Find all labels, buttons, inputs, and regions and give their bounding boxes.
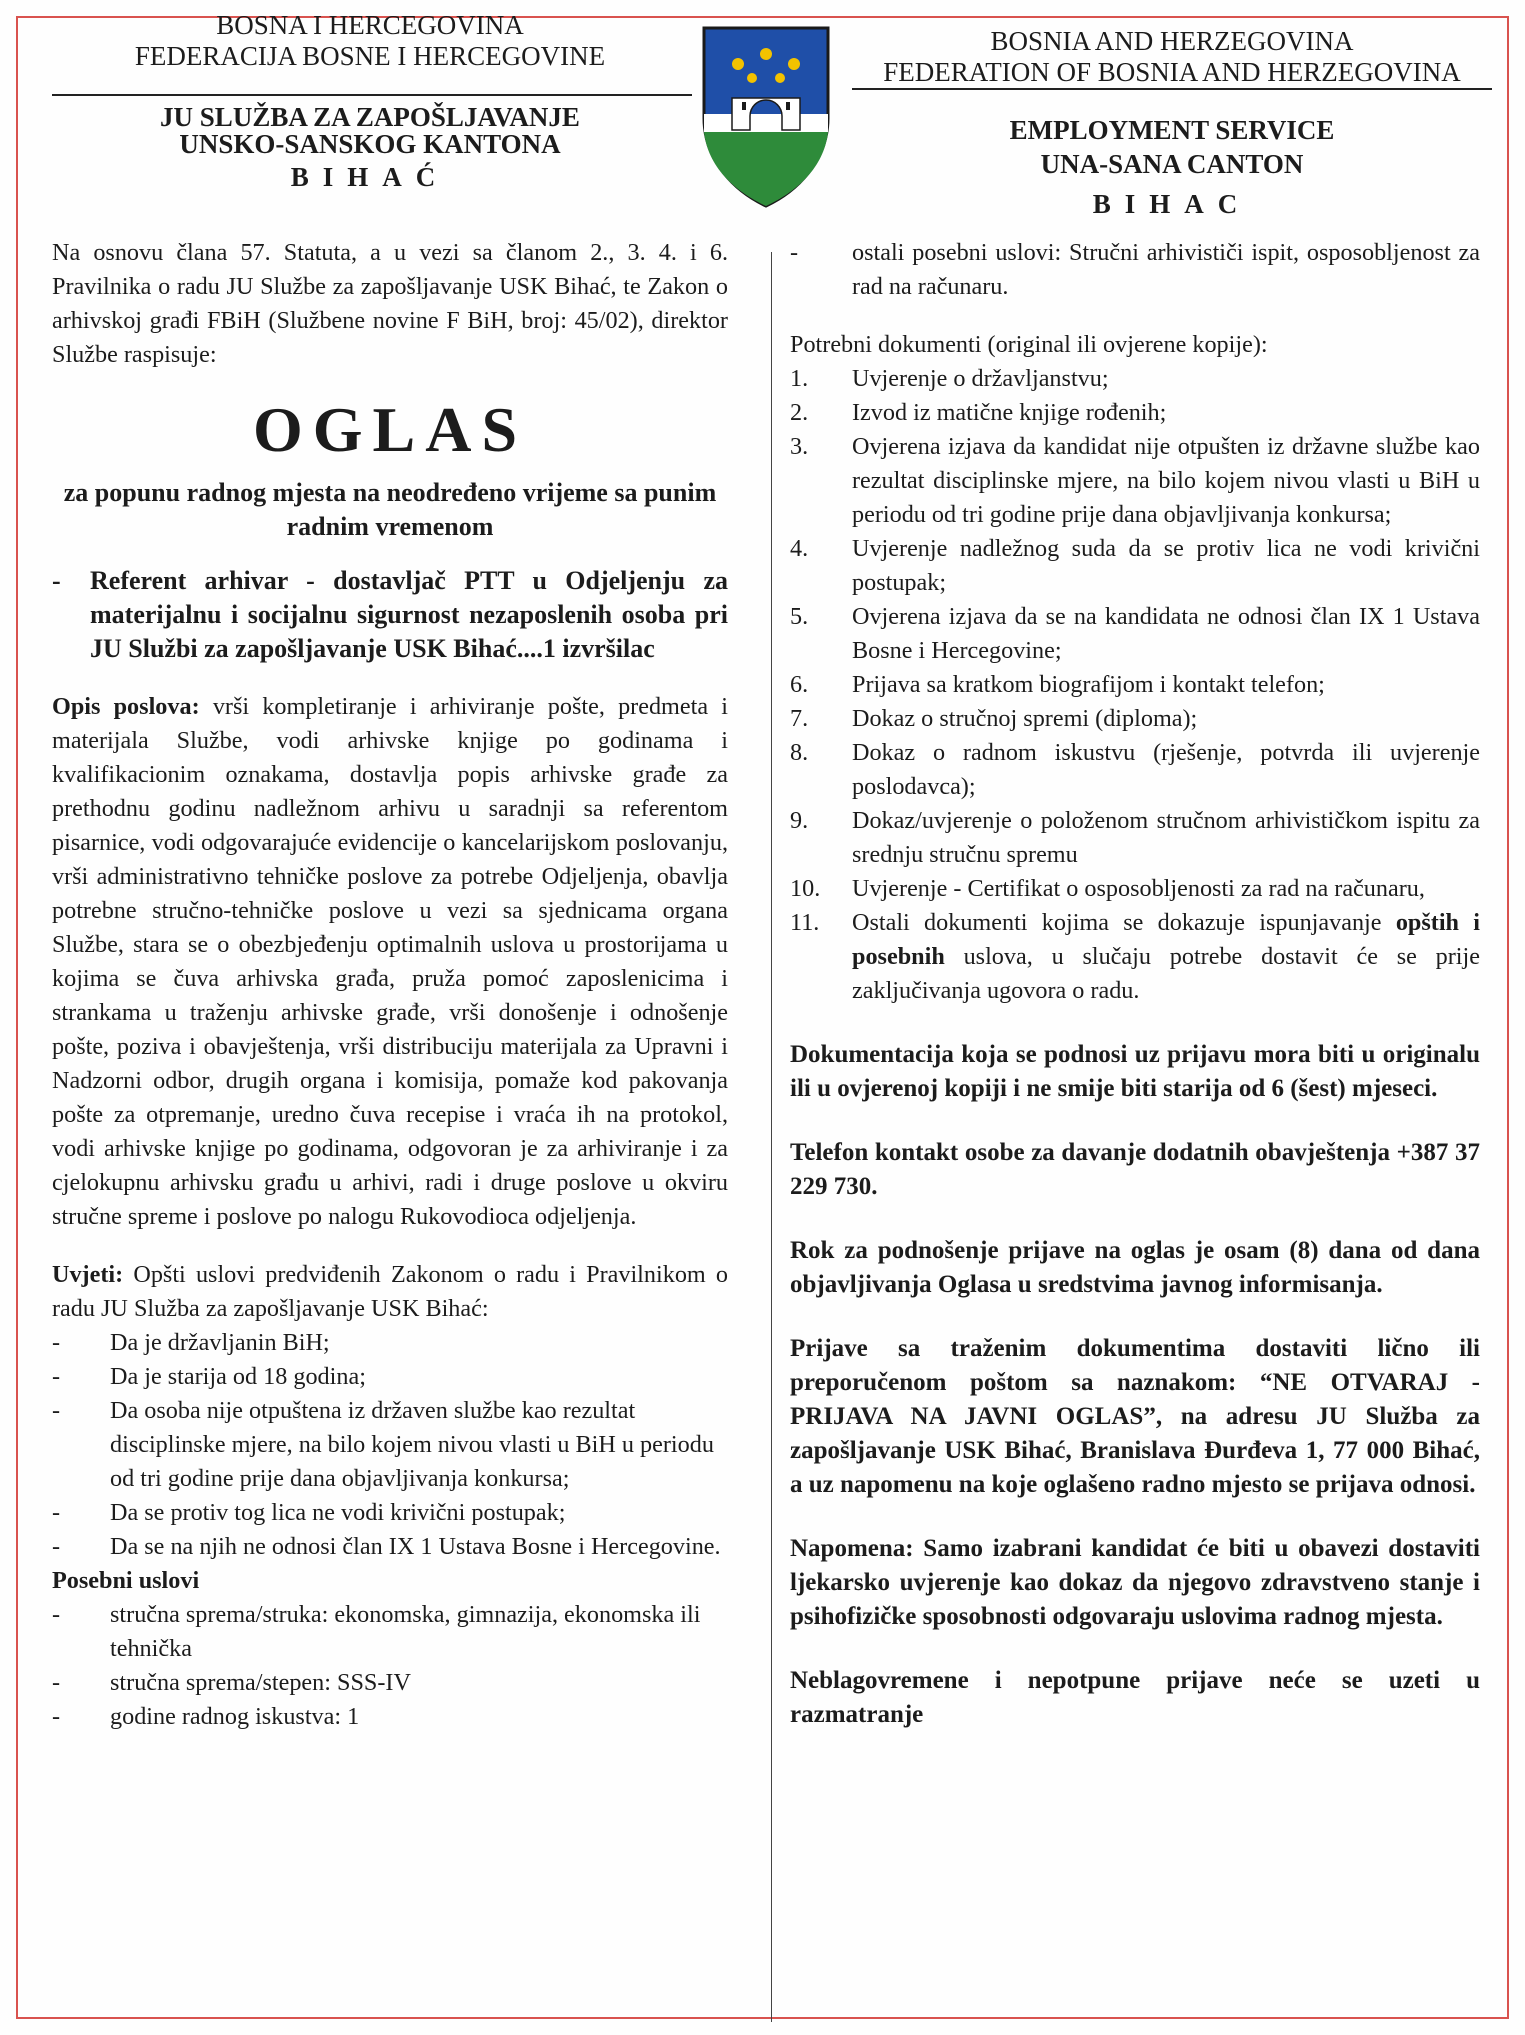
doc11-text-a: Ostali dokumenti kojima se dokazuje ispunjavanje xyxy=(852,909,1396,936)
incomplete-applications-note: Neblagovremene i nepotpune prijave neće se uzeti u razmatranje xyxy=(790,1667,1480,1728)
documentation-note: Dokumentacija koja se podnosi uz prijavu mora biti u originalu ili u ovjerenoj kopiji i ne smije biti starija od 6 (šest) mjeseci. xyxy=(790,1041,1480,1102)
list-dash: - xyxy=(52,1397,61,1424)
list-item xyxy=(790,702,1480,736)
job-position xyxy=(52,564,728,666)
list-item-text: Prijava sa kratkom biografijom i kontakt telefon; xyxy=(852,671,1325,698)
country-name-local: BOSNA I HERCEGOVINA xyxy=(216,10,524,40)
list-item xyxy=(52,1700,728,1734)
list-item-number: 2. xyxy=(790,399,809,426)
duties-label: Opis poslova: xyxy=(52,693,200,720)
documents-list-last xyxy=(790,906,1480,1008)
ad-title: OGLAS xyxy=(252,394,528,465)
medical-note: Napomena: Samo izabrani kandidat će biti u obavezi dostaviti ljekarsko uvjerenje kao dokaz da njegovo zdravstveno stanje i psihofizičke sposobnosti odgovaraju uslovima radnog mjesta. xyxy=(790,1535,1480,1630)
list-item-number: 11. xyxy=(790,909,820,936)
other-conditions xyxy=(790,236,1480,304)
org-line2-english: UNA-SANA CANTON xyxy=(1040,148,1304,179)
org-name-english xyxy=(852,114,1492,221)
una-sana-canton-crest-icon xyxy=(696,22,836,212)
left-column xyxy=(52,236,728,1734)
deadline-note: Rok za podnošenje prijave na oglas je osam (8) dana od dana objavljivanja Oglasa u sredstvima javnog informisanja. xyxy=(790,1237,1480,1298)
ad-subtitle: za popunu radnog mjesta na neodređeno vrijeme sa punim radnim vremenom xyxy=(63,478,717,541)
list-item-text: Dokaz/uvjerenje o položenom stručnom arhivističkom ispitu za srednju stručnu spremu xyxy=(852,807,1480,868)
doc11-text-c: uslova, u slučaju potrebe dostavit će se prije zaključivanja ugovora o radu. xyxy=(852,943,1480,1004)
contact-phone: Telefon kontakt osobe za davanje dodatnih obavještenja +387 37 229 730. xyxy=(790,1139,1480,1200)
header-rule-left xyxy=(52,94,692,96)
list-item xyxy=(790,532,1480,600)
list-item-text: Ovjerena izjava da kandidat nije otpušten iz državne službe kao rezultat disciplinske mjere, na bilo kojem nivou vlasti u BiH u periodu od tri godine prije dana objavljivanja konkursa; xyxy=(852,433,1480,528)
position-dash: - xyxy=(52,566,61,595)
list-item-text: stručna sprema/struka: ekonomska, gimnazija, ekonomska ili tehnička xyxy=(110,1601,701,1662)
list-item-number: 9. xyxy=(790,807,809,834)
list-item-text: Uvjerenje nadležnog suda da se protiv lica ne vodi krivični postupak; xyxy=(852,535,1480,596)
list-item xyxy=(52,1360,728,1394)
documents-heading: Potrebni dokumenti (original ili ovjerene kopije): xyxy=(790,331,1268,358)
column-divider xyxy=(771,252,772,2022)
list-item-number: 4. xyxy=(790,535,809,562)
intro-paragraph: Na osnovu člana 57. Statuta, a u vezi sa članom 2., 3. 4. i 6. Pravilnika o radu JU Službe za zapošljavanje USK Bihać, te Zakon o arhivskoj građi FBiH (Službene novine F BiH, broj: 45/02), direktor Službe raspisuje: xyxy=(52,239,728,368)
list-item-text: Izvod iz matične knjige rođenih; xyxy=(852,399,1167,426)
list-dash: - xyxy=(52,1363,61,1390)
special-conditions-label: Posebni uslovi xyxy=(52,1567,200,1594)
list-item-text: Ovjerena izjava da se na kandidata ne odnosi član IX 1 Ustava Bosne i Hercegovine; xyxy=(852,603,1480,664)
list-dash: - xyxy=(52,1703,61,1730)
list-item-number: 1. xyxy=(790,365,809,392)
doc11-text-bold: opštih i posebnih xyxy=(852,909,1480,970)
list-dash: - xyxy=(52,1533,61,1560)
list-item-text: Da se na njih ne odnosi član IX 1 Ustava Bosne i Hercegovine. xyxy=(110,1533,721,1560)
list-item xyxy=(52,1530,728,1564)
list-item xyxy=(52,1496,728,1530)
conditions-label: Uvjeti: xyxy=(52,1261,124,1288)
list-item-number: 7. xyxy=(790,705,809,732)
list-item xyxy=(790,872,1480,906)
federation-name-english: FEDERATION OF BOSNIA AND HERZEGOVINA xyxy=(883,57,1461,88)
list-item-text xyxy=(852,906,1480,1008)
submission-note: Prijave sa traženim dokumentima dostaviti lično ili preporučenom poštom sa naznakom: “NE OTVARAJ - PRIJAVA NA JAVNI OGLAS”, na adresu JU Služba za zapošljavanje USK Bihać, Branislava Đurđeva 1, 77 000 Bihać, a uz napomenu na koje oglašeno radno mjesto se prijava odnosi. xyxy=(790,1335,1480,1498)
list-item xyxy=(790,362,1480,396)
list-item xyxy=(790,600,1480,668)
list-item-text: Dokaz o radnom iskustvu (rješenje, potvrda ili uvjerenje poslodavca); xyxy=(852,739,1480,800)
conditions-paragraph xyxy=(52,1258,728,1326)
list-item-text: Da je državljanin BiH; xyxy=(110,1329,330,1356)
city-local: BIHAĆ xyxy=(290,162,450,192)
header-rule-right xyxy=(852,88,1492,90)
list-item xyxy=(52,1598,728,1666)
list-item-number: 5. xyxy=(790,603,809,630)
list-dash: - xyxy=(52,1601,61,1628)
list-item-text: Da je starija od 18 godina; xyxy=(110,1363,366,1390)
org-line1-english: EMPLOYMENT SERVICE xyxy=(1009,115,1335,145)
list-item-text: Uvjerenje o državljanstvu; xyxy=(852,365,1109,392)
general-conditions-list xyxy=(52,1326,728,1564)
list-item xyxy=(52,1326,728,1360)
org-line2-local: UNSKO-SANSKOG KANTONA xyxy=(179,129,561,159)
list-item xyxy=(790,804,1480,872)
list-item-number: 10. xyxy=(790,875,821,902)
list-item xyxy=(790,430,1480,532)
list-item-number: 6. xyxy=(790,671,809,698)
federation-name-local: FEDERACIJA BOSNE I HERCEGOVINE xyxy=(134,41,606,72)
list-item xyxy=(790,736,1480,804)
list-item xyxy=(790,906,1480,1008)
list-item xyxy=(52,1394,728,1496)
other-conditions-dash: - xyxy=(790,239,799,266)
list-item-number: 3. xyxy=(790,433,809,460)
list-item-text: Uvjerenje - Certifikat o osposobljenosti za rad na računaru, xyxy=(852,875,1425,902)
list-item-text: Da se protiv tog lica ne vodi krivični postupak; xyxy=(110,1499,566,1526)
duties-paragraph xyxy=(52,690,728,1234)
list-item-text: godine radnog iskustva: 1 xyxy=(110,1703,360,1730)
list-dash: - xyxy=(52,1669,61,1696)
position-text: Referent arhivar - dostavljač PTT u Odjeljenju za materijalnu i socijalnu sigurnost nezaposlenih osoba pri JU Službi za zapošljavanje USK Bihać....1 izvršilac xyxy=(90,566,728,663)
list-item xyxy=(790,668,1480,702)
duties-text: vrši kompletiranje i arhiviranje pošte, predmeta i materijala Službe, vodi arhivske knjige po godinama i kvalifikacionim oznakama, dostavlja popis arhivske građe za prethodnu godinu nadležnom arhivu u saradnji sa referentom pisarnice, vodi odgovarajuće evidencije o kancelarijskom poslovanju, vrši administrativno tehničke poslove za potrebe Odjeljenja, obavlja potrebne stručno-tehničke poslove u vezi sa sjednicama organa Službe, stara se o obezbjeđenju optimalnih uslova u prostorijama u kojima se čuva arhivska građa, pruža pomoć zaposlenicima i strankama u traženju arhivske građe, vrši donošenje i odnošenje pošte, poziva i obavještenja, vrši distribuciju materijala za Upravni i Nadzorni odbor, drugih organa i komisija, pomaže kod pakovanja pošte za otpremanje, uredno čuva recepise i vraća ih na protokol, vodi arhivske knjige po godinama, odgovoran je za arhiviranje i za cjelokupnu arhivsku građu u arhivi, radi i druge poslove u okviru stručne spreme i poslove po nalogu Rukovodioca odjeljenja. xyxy=(52,693,728,1230)
org-line1-local: JU SLUŽBA ZA ZAPOŠLJAVANJE xyxy=(160,102,580,132)
org-name-local xyxy=(60,104,680,191)
header-left xyxy=(60,10,680,73)
list-item xyxy=(790,396,1480,430)
conditions-text: Opšti uslovi predviđenih Zakonom o radu i Pravilnikom o radu JU Služba za zapošljavanje USK Bihać: xyxy=(52,1261,728,1322)
list-item-text: Da osoba nije otpuštena iz državen službe kao rezultat disciplinske mjere, na bilo kojem nivou vlasti u BiH u periodu od tri godine prije dana objavljivanja konkursa; xyxy=(110,1397,714,1492)
list-item-text: stručna sprema/stepen: SSS-IV xyxy=(110,1669,411,1696)
other-conditions-text: ostali posebni uslovi: Stručni arhivističi ispit, osposobljenost za rad na računaru. xyxy=(852,239,1480,300)
city-english: BIHAC xyxy=(1092,188,1252,219)
right-column xyxy=(790,236,1480,1732)
list-dash: - xyxy=(52,1499,61,1526)
list-item-number: 8. xyxy=(790,739,809,766)
list-item xyxy=(52,1666,728,1700)
list-dash: - xyxy=(52,1329,61,1356)
header-right xyxy=(852,26,1492,89)
list-item-text: Dokaz o stručnoj spremi (diploma); xyxy=(852,705,1198,732)
country-name-english: BOSNIA AND HERZEGOVINA xyxy=(990,26,1354,56)
special-conditions-list xyxy=(52,1598,728,1734)
documents-list xyxy=(790,362,1480,906)
